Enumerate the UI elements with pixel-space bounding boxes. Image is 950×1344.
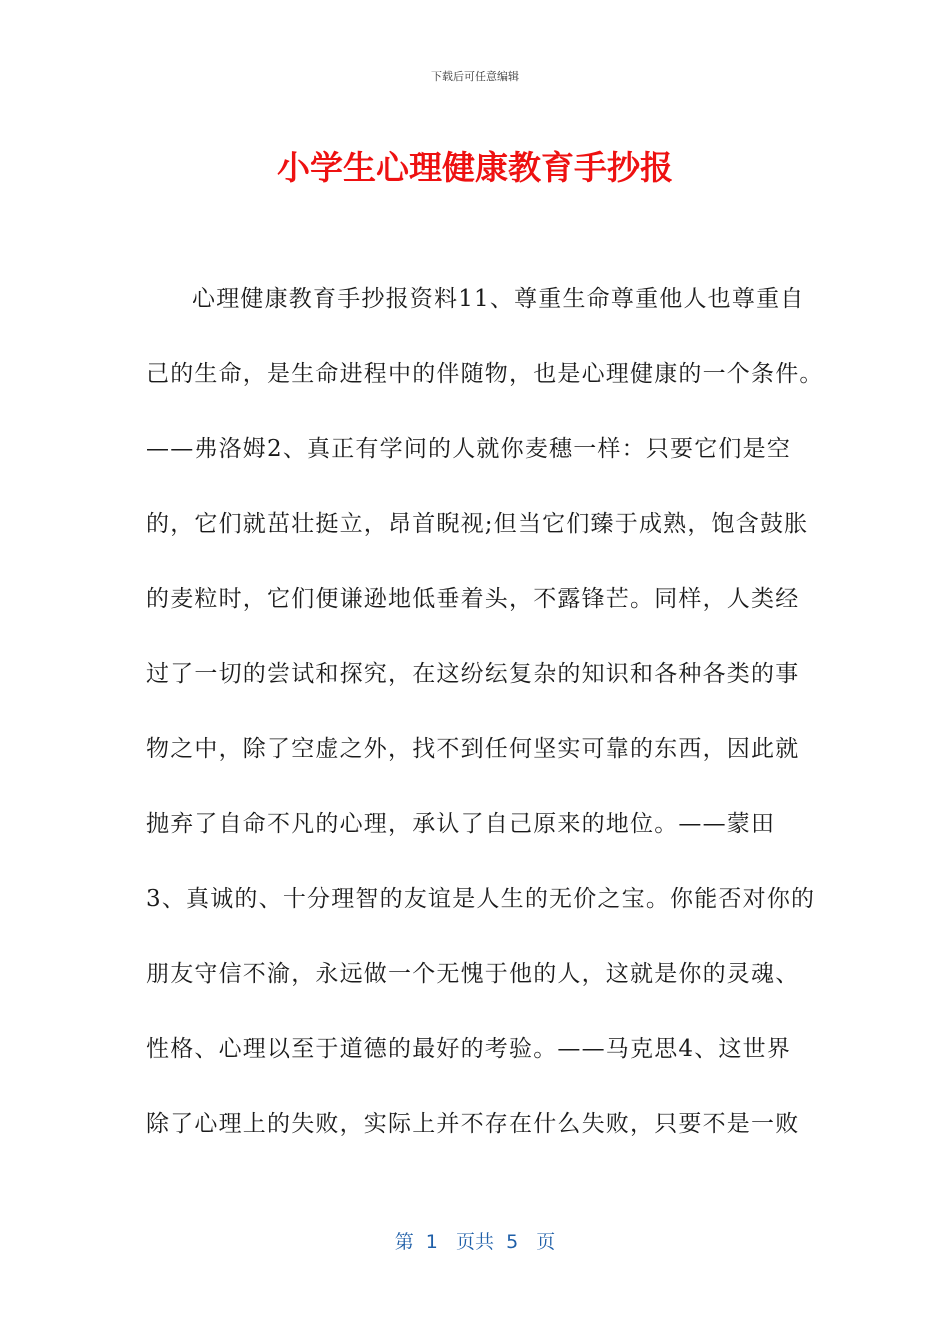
header-note: 下载后可任意编辑 <box>431 70 519 83</box>
body-line: 除了心理上的失败，实际上并不存在什么失败，只要不是一败 <box>146 1111 800 1137</box>
body-line: ——弗洛姆2、真正有学问的人就你麦穗一样：只要它们是空 <box>146 436 792 462</box>
body-line: 的，它们就茁壮挺立，昂首睨视;但当它们臻于成熟，饱含鼓胀 <box>146 511 809 537</box>
body-line: 的麦粒时，它们便谦逊地低垂着头，不露锋芒。同样，人类经 <box>146 586 800 612</box>
body-line: 3、真诚的、十分理智的友谊是人生的无价之宝。你能否对你的 <box>146 886 816 912</box>
document-title: 小学生心理健康教育手抄报 <box>277 148 673 187</box>
body-line: 朋友守信不渝，永远做一个无愧于他的人，这就是你的灵魂、 <box>146 961 800 987</box>
body-line: 过了一切的尝试和探究，在这纷纭复杂的知识和各种各类的事 <box>146 661 800 687</box>
page-footer: 第 1 页共 5 页 <box>394 1231 556 1253</box>
body-line: 己的生命，是生命进程中的伴随物，也是心理健康的一个条件。 <box>146 361 824 387</box>
body-line: 物之中，除了空虚之外，找不到任何坚实可靠的东西，因此就 <box>146 736 800 762</box>
body-line: 心理健康教育手抄报资料11、尊重生命尊重他人也尊重自 <box>192 286 805 312</box>
body-line: 抛弃了自命不凡的心理，承认了自己原来的地位。——蒙田 <box>146 811 776 837</box>
body-line: 性格、心理以至于道德的最好的考验。——马克思4、这世界 <box>146 1036 792 1062</box>
